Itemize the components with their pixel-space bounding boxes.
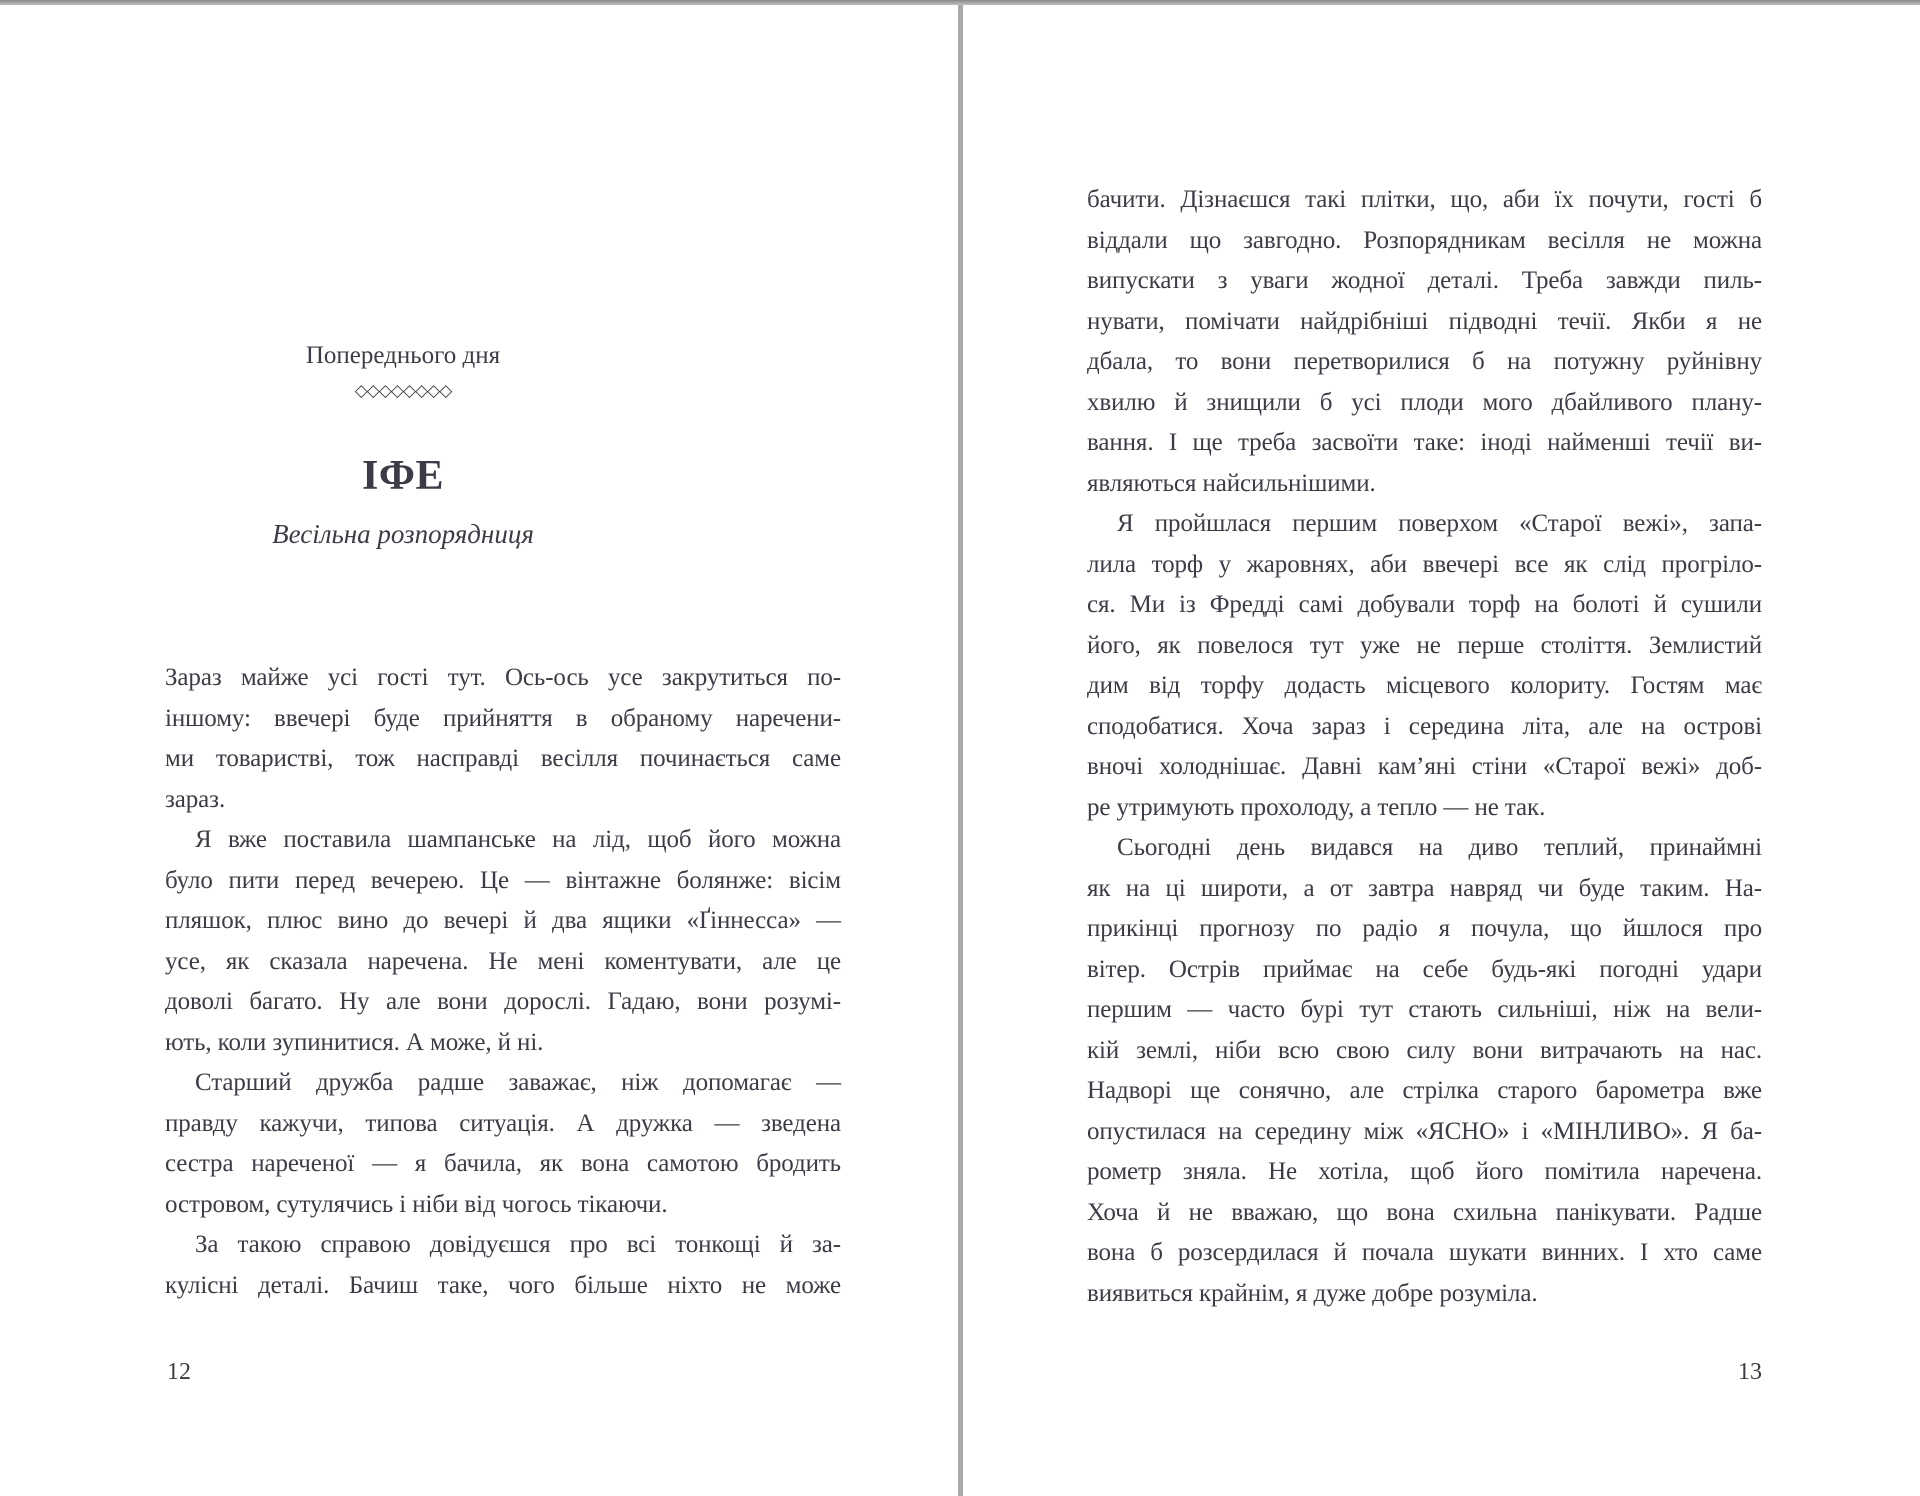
text-line: Зараз майже усі гості тут. Ось-ось усе закрутиться по- <box>165 664 841 691</box>
text-line: першим — часто бурі тут стають сильніші, ніж на вели- <box>1087 996 1762 1023</box>
text-line: ся. Ми із Фредді самі добували торф на болоті й сушили <box>1087 591 1762 618</box>
text-line: зараз. <box>165 785 226 813</box>
text-line: вітер. Острів приймає на себе будь-які погодні удари <box>1087 955 1762 983</box>
text-line: виявиться крайнім, я дуже добре розуміла. <box>1087 1279 1538 1307</box>
text-line: ють, коли зупинитися. А може, й ні. <box>165 1028 544 1056</box>
text-line: опустилася на середину між «ЯСНО» і «МІНЛИВО». Я ба- <box>1087 1117 1762 1145</box>
page-number-left: 12 <box>167 1359 191 1385</box>
text-line: кій землі, ніби всю свою силу вони витрачають на нас. <box>1087 1036 1762 1064</box>
text-line: сестра нареченої — я бачила, як вона самотою бродить <box>165 1150 841 1177</box>
text-line: Старший дружба радше заважає, ніж допомагає — <box>195 1069 841 1096</box>
chapter-subtitle: Весільна розпорядниця <box>272 519 534 549</box>
chapter-title: ІФЕ <box>362 453 444 499</box>
window-top-edge <box>0 0 1920 5</box>
chapter-kicker: Попереднього дня <box>305 342 501 369</box>
text-line: Я вже поставила шампанське на лід, щоб його можна <box>195 826 841 853</box>
text-line: правду кажучи, типова ситуація. А дружка — зведена <box>165 1109 841 1137</box>
page-number-right: 13 <box>1738 1359 1762 1385</box>
text-line: прикінці прогнозу по радіо я почула, що йшлося про <box>1087 915 1762 942</box>
text-line: дбала, то вони перетворилися б на потужну руйнівну <box>1087 348 1762 375</box>
text-line: Хоча й не вважаю, що вона схильна панікувати. Радше <box>1087 1198 1762 1226</box>
text-line: островом, сутулячись і ніби від чогось тікаючи. <box>165 1190 668 1218</box>
text-line: вночі холоднішає. Давні кам’яні стіни «Старої вежі» доб- <box>1087 753 1762 780</box>
page-right <box>963 0 1920 1496</box>
text-line: лила торф у жаровнях, аби ввечері все як слід прогріло- <box>1087 550 1762 578</box>
text-line: бачити. Дізнаєшся такі плітки, що, аби їх почути, гості б <box>1087 186 1762 213</box>
right-page-body <box>1087 180 1762 1314</box>
text-line: нувати, помічати найдрібніші підводні течії. Якби я не <box>1087 307 1762 335</box>
text-line: ре утримують прохолоду, а тепло — не так. <box>1087 793 1546 821</box>
text-line: хвилю й знищили б усі плоди мого дбайливого плану- <box>1087 388 1762 416</box>
text-line: дим від торфу додасть місцевого колориту. Гостям має <box>1087 672 1762 699</box>
text-line: іншому: ввечері буде прийняття в обраному наречени- <box>165 704 841 732</box>
text-line: ми товаристві, тож насправді весілля починається саме <box>165 745 841 772</box>
text-line: віддали що завгодно. Розпорядникам весілля не можна <box>1087 226 1762 254</box>
text-line: кулісні деталі. Бачиш таке, чого більше ніхто не може <box>165 1271 841 1299</box>
chapter-ornament-diamonds: ◇◇◇◇◇◇◇◇ <box>354 381 452 400</box>
text-line: як на ці широти, а от завтра навряд чи буде таким. На- <box>1087 874 1762 902</box>
text-line: випускати з уваги жодної деталі. Треба завжди пиль- <box>1087 267 1762 294</box>
text-line: вання. І ще треба засвоїти таке: іноді найменші течії ви- <box>1087 429 1762 456</box>
text-line: доволі багато. Ну але вони дорослі. Гадаю, вони розумі- <box>165 988 841 1015</box>
text-line: сподобатися. Хоча зараз і середина літа, але на острові <box>1087 712 1762 740</box>
text-line: Сьогодні день видався на диво теплий, принаймні <box>1117 834 1762 861</box>
left-page-body <box>165 658 841 1306</box>
text-line: вона б розсердилася й почала шукати винних. І хто саме <box>1087 1239 1762 1266</box>
text-line: За такою справою довідуєшся про всі тонкощі й за- <box>195 1231 841 1258</box>
text-line: Надворі ще сонячно, але стрілка старого барометра вже <box>1087 1077 1762 1104</box>
text-line: Я пройшлася першим поверхом «Старої вежі», запа- <box>1117 510 1762 537</box>
text-line: усе, як сказала наречена. Не мені коментувати, але це <box>165 947 841 975</box>
text-line: було пити перед вечерею. Це — вінтажне болянже: вісім <box>165 866 841 894</box>
text-line: пляшок, плюс вино до вечері й два ящики «Ґіннесса» — <box>165 907 841 934</box>
page-left <box>0 0 958 1496</box>
text-line: являються найсильнішими. <box>1087 469 1376 497</box>
text-line: його, як повелося тут уже не перше століття. Землистий <box>1087 631 1762 659</box>
text-line: рометр зняла. Не хотіла, щоб його помітила наречена. <box>1087 1158 1762 1185</box>
page-gutter-divider <box>958 0 963 1496</box>
